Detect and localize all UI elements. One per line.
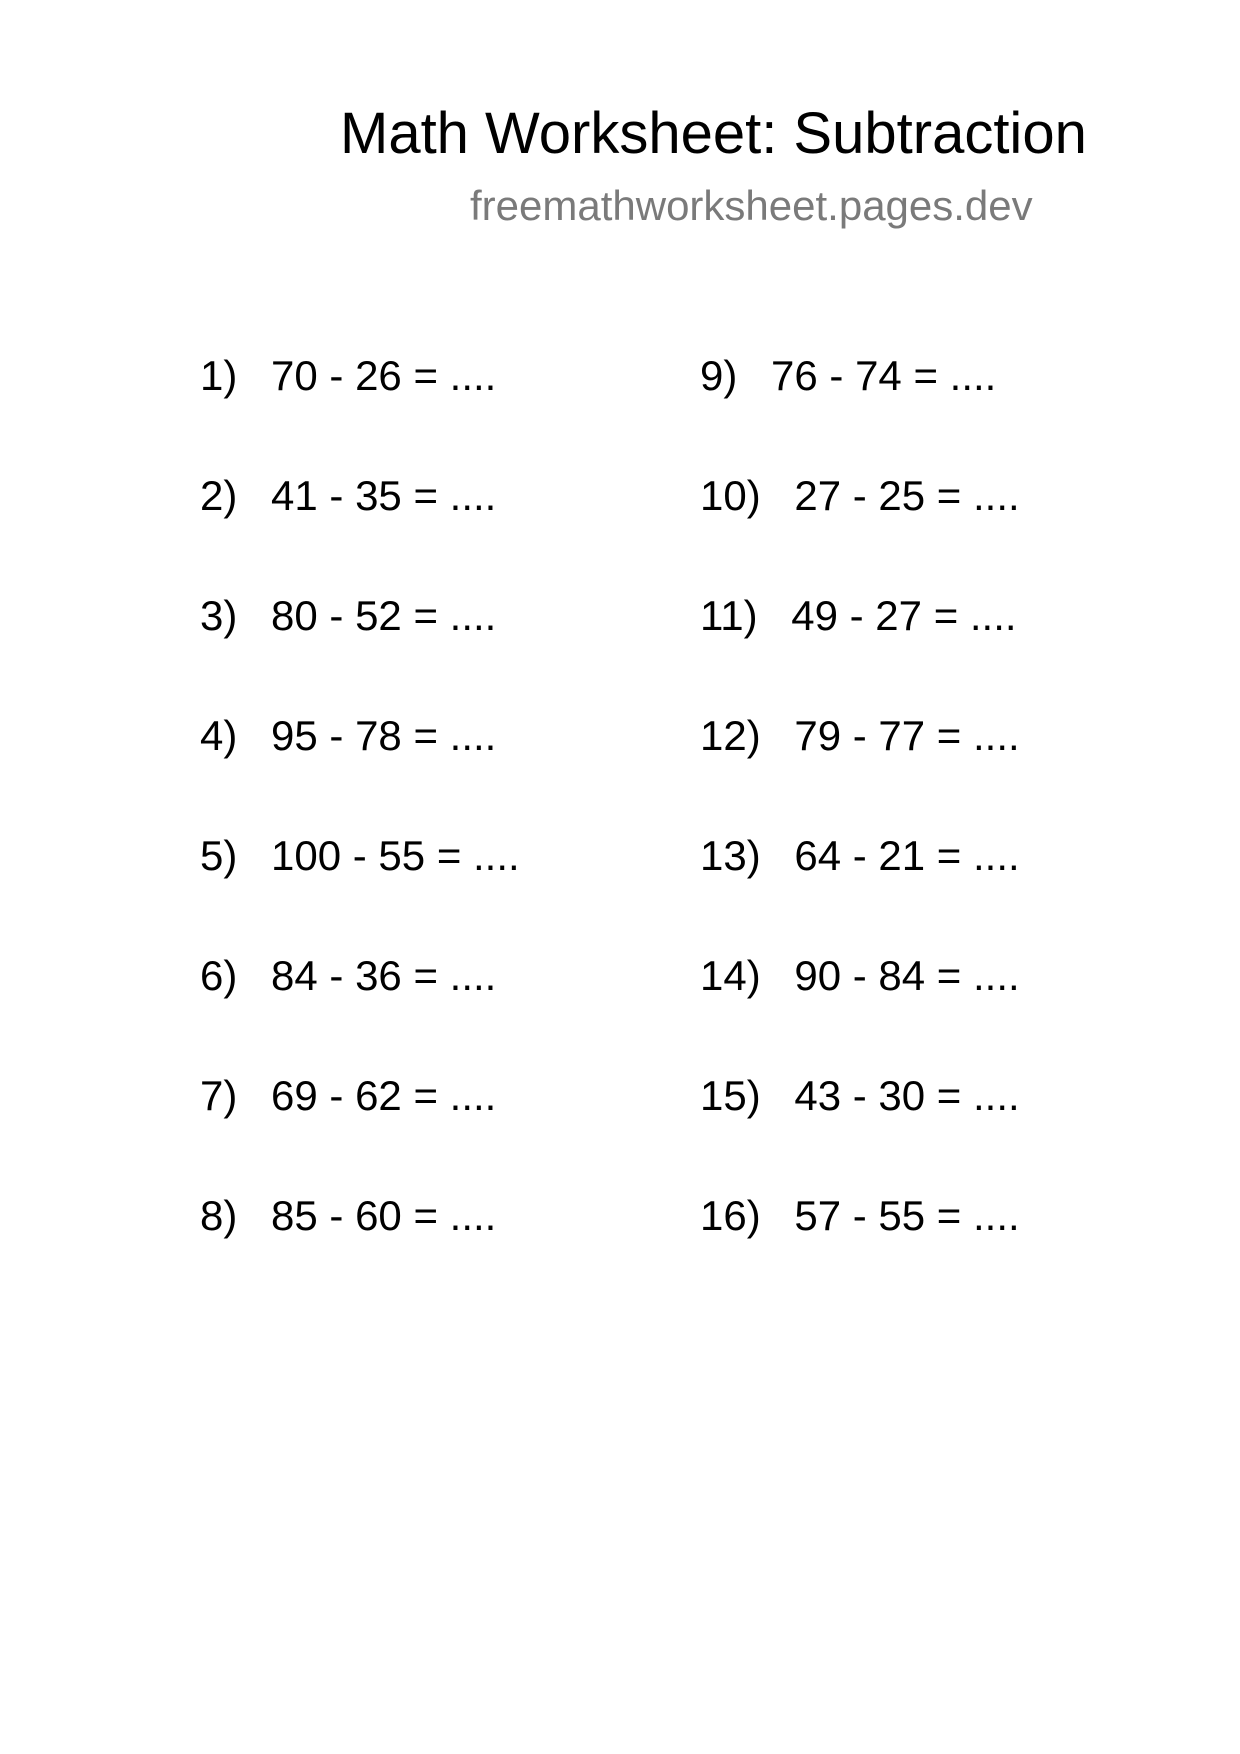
- problem-item: [700, 706, 1020, 766]
- problem-item: [700, 946, 1020, 1006]
- worksheet-subtitle: freemathworksheet.pages.dev: [470, 182, 1033, 229]
- problem-item: [200, 946, 496, 1006]
- problem-expression: 57 - 55 = ....: [794, 1192, 1020, 1239]
- problem-number: 10): [700, 472, 761, 519]
- problem-item: [700, 346, 996, 406]
- problem-expression: 49 - 27 = ....: [791, 592, 1017, 639]
- problem-expression: 43 - 30 = ....: [794, 1072, 1020, 1119]
- problem-expression: 27 - 25 = ....: [794, 472, 1020, 519]
- problem-expression: 64 - 21 = ....: [794, 832, 1020, 879]
- problem-item: [700, 586, 1017, 646]
- worksheet-title: Math Worksheet: Subtraction: [340, 101, 1087, 166]
- problem-item: [200, 1186, 496, 1246]
- problem-expression: 85 - 60 = ....: [271, 1192, 497, 1239]
- problem-number: 12): [700, 712, 761, 759]
- problem-number: 15): [700, 1072, 761, 1119]
- problem-item: [200, 466, 496, 526]
- problem-item: [700, 826, 1020, 886]
- problem-expression: 70 - 26 = ....: [271, 352, 497, 399]
- problem-expression: 80 - 52 = ....: [271, 592, 497, 639]
- problem-number: 14): [700, 952, 761, 999]
- problem-expression: 76 - 74 = ....: [771, 352, 997, 399]
- problem-item: [200, 706, 496, 766]
- problem-number: 1): [200, 352, 238, 399]
- problem-expression: 100 - 55 = ....: [271, 832, 520, 879]
- problem-item: [700, 1186, 1020, 1246]
- problem-number: 2): [200, 472, 238, 519]
- problem-number: 6): [200, 952, 238, 999]
- problem-number: 16): [700, 1192, 761, 1239]
- problem-number: 9): [700, 352, 738, 399]
- problem-item: [200, 586, 496, 646]
- problem-expression: 90 - 84 = ....: [794, 952, 1020, 999]
- problem-number: 4): [200, 712, 238, 759]
- problem-item: [200, 346, 496, 406]
- problem-number: 7): [200, 1072, 238, 1119]
- problem-number: 3): [200, 592, 238, 639]
- problem-expression: 95 - 78 = ....: [271, 712, 497, 759]
- problem-item: [200, 1066, 496, 1126]
- problem-expression: 84 - 36 = ....: [271, 952, 497, 999]
- problem-number: 11): [700, 592, 758, 639]
- problem-number: 8): [200, 1192, 238, 1239]
- problem-expression: 79 - 77 = ....: [794, 712, 1020, 759]
- problem-expression: 41 - 35 = ....: [271, 472, 497, 519]
- problem-grid: [200, 346, 1130, 1306]
- problem-item: [700, 1066, 1020, 1126]
- problem-number: 13): [700, 832, 761, 879]
- problem-item: [200, 826, 520, 886]
- problem-expression: 69 - 62 = ....: [271, 1072, 497, 1119]
- problem-item: [700, 466, 1020, 526]
- problem-number: 5): [200, 832, 238, 879]
